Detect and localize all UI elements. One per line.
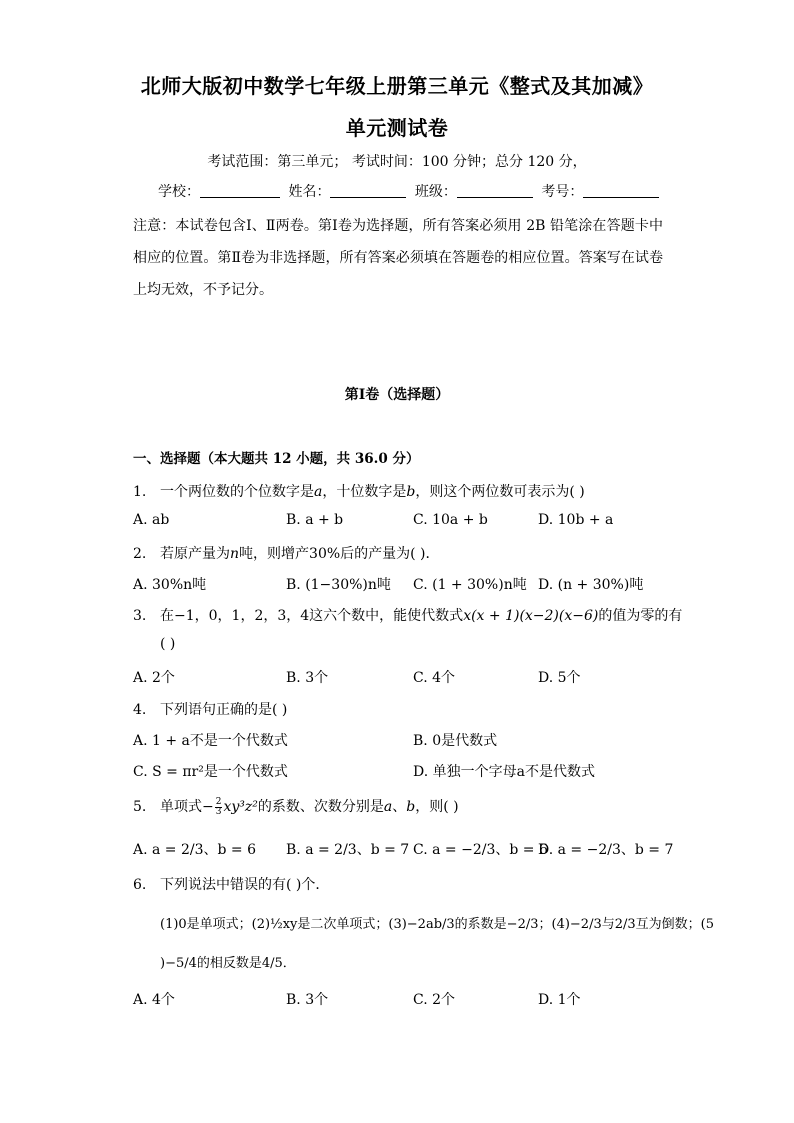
school-blank[interactable] xyxy=(200,183,280,198)
option-c[interactable]: C. 4个 xyxy=(413,670,456,686)
name-label: 姓名： xyxy=(288,184,331,200)
option-c[interactable]: C. 2个 xyxy=(413,992,456,1008)
question-stem-part: ，则( ) xyxy=(415,799,459,815)
exam-info: 考试范围：第三单元； 考试时间：100 分钟；总分 120 分， xyxy=(207,154,587,170)
math-expression: xy³z² xyxy=(223,799,258,815)
option-a[interactable]: A. ab xyxy=(133,512,170,528)
question-3 xyxy=(133,605,682,625)
question-stem: 单项式− xyxy=(160,799,214,815)
option-d[interactable]: D. 1个 xyxy=(538,992,581,1008)
option-d[interactable]: D. 5个 xyxy=(538,670,581,686)
fraction-denominator: 3 xyxy=(215,806,222,817)
class-label: 班级： xyxy=(414,184,457,200)
option-b[interactable]: B. a + b xyxy=(286,512,344,528)
school-label: 学校： xyxy=(158,184,200,200)
question-stem-part: ，十位数字是 xyxy=(322,484,407,500)
option-c[interactable]: C. a = −2/3、b = 6 xyxy=(413,842,548,858)
option-a[interactable]: A. 2个 xyxy=(133,670,175,686)
student-info-fields xyxy=(158,181,663,201)
question-6 xyxy=(133,874,329,894)
question-number: 2. xyxy=(133,546,147,562)
option-b[interactable]: B. (1−30%)n吨 xyxy=(286,577,391,593)
exam-title-line2: 单元测试卷 xyxy=(345,116,449,140)
option-a[interactable]: A. 1 + a不是一个代数式 xyxy=(133,733,288,749)
option-c[interactable]: C. S = πr²是一个代数式 xyxy=(133,764,288,780)
option-b[interactable]: B. a = 2/3、b = 7 xyxy=(286,842,410,858)
fraction xyxy=(215,798,223,817)
question-3-continuation: ( ) xyxy=(160,636,176,652)
option-a[interactable]: A. 30%n吨 xyxy=(133,577,207,593)
question-stem: 一个两位数的个位数字是 xyxy=(160,484,314,500)
option-d[interactable]: D. 10b + a xyxy=(538,512,614,528)
question-number: 1. xyxy=(133,484,147,500)
question-6-statements-line1: (1)0是单项式；(2)½xy是二次单项式；(3)−2ab/3的系数是−2/3；(4)−2/3与2/3互为倒数；(5 xyxy=(160,917,714,932)
option-d[interactable]: D. (n + 30%)吨 xyxy=(538,577,644,593)
option-a[interactable]: A. a = 2/3、b = 6 xyxy=(133,842,257,858)
part-title: 第Ⅰ卷（选择题） xyxy=(344,387,450,403)
name-blank[interactable] xyxy=(330,183,406,198)
number-label: 考号： xyxy=(541,184,584,200)
question-4 xyxy=(133,699,287,719)
question-stem-part: 的值为零的有 xyxy=(598,608,683,624)
question-6-statements-line2: )−5/4的相反数是4/5． xyxy=(160,956,296,971)
question-number: 4. xyxy=(133,702,147,718)
class-blank[interactable] xyxy=(457,183,533,198)
option-c[interactable]: C. 10a + b xyxy=(413,512,488,528)
option-a[interactable]: A. 4个 xyxy=(133,992,175,1008)
question-number: 3. xyxy=(133,608,147,624)
question-number: 6. xyxy=(133,877,147,893)
question-5: 5. 单项式− $\frac{2}{3}$ xy³z²的系数、次数分别是a、b，则( ) xyxy=(133,796,459,817)
option-d[interactable]: D. 单独一个字母a不是代数式 xyxy=(413,764,595,780)
question-stem-part: 的系数、次数分别是 xyxy=(257,799,384,815)
option-c[interactable]: C. (1 + 30%)n吨 xyxy=(413,577,527,593)
option-d[interactable]: D. a = −2/3、b = 7 xyxy=(538,842,674,858)
question-stem-part: ，则这个两位数可表示为( ) xyxy=(415,484,585,500)
question-stem: 下列说法中错误的有( )个． xyxy=(160,877,330,893)
exam-notice: 注意：本试卷包含Ⅰ、Ⅱ两卷。第Ⅰ卷为选择题，所有答案必须用 2B 铅笔涂在答题卡中相应的位置。第Ⅱ卷为非选择题，所有答案必须填在答题卷的相应位置。答案写在试卷上均无效，不予记分。 xyxy=(133,218,663,298)
question-2: 2. 若原产量为n吨，则增产30%后的产量为( )． xyxy=(133,546,440,562)
option-b[interactable]: B. 0是代数式 xyxy=(413,733,498,749)
fraction-numerator: 2 xyxy=(215,796,222,807)
number-blank[interactable] xyxy=(583,183,659,198)
question-stem: 在−1，0，1，2，3，4这六个数中，能使代数式 xyxy=(160,608,464,624)
question-1: 1. 一个两位数的个位数字是a，十位数字是b，则这个两位数可表示为( ) xyxy=(133,484,585,500)
option-b[interactable]: B. 3个 xyxy=(286,670,329,686)
question-stem-part: 吨，则增产30%后的产量为( )． xyxy=(239,546,440,562)
question-stem: 若原产量为 xyxy=(160,546,230,562)
exam-title-line1: 北师大版初中数学七年级上册第三单元《整式及其加减》 xyxy=(140,74,654,98)
section-title: 一、选择题（本大题共 12 小题，共 36.0 分） xyxy=(133,451,420,467)
question-number: 5. xyxy=(133,799,147,815)
math-expression: x(x + 1)(x−2)(x−6) xyxy=(463,608,599,624)
question-stem: 下列语句正确的是( ) xyxy=(160,702,288,718)
option-b[interactable]: B. 3个 xyxy=(286,992,329,1008)
